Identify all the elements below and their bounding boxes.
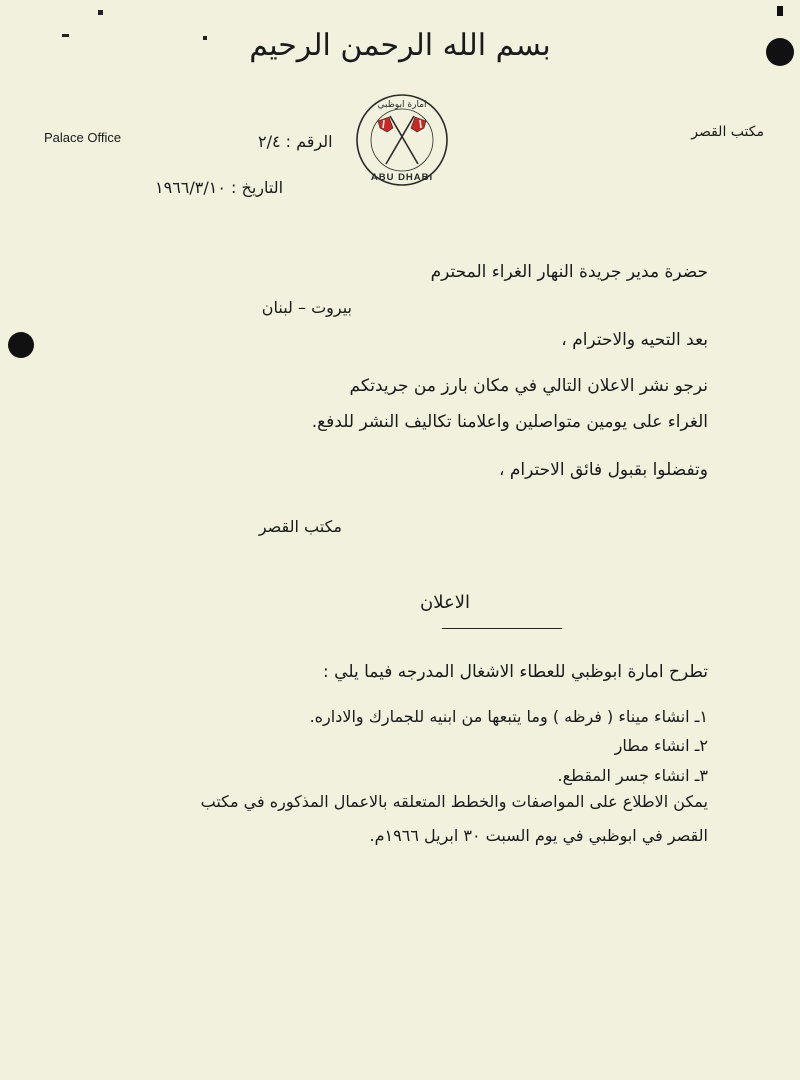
office-name-english: Palace Office	[44, 130, 122, 145]
title-underline	[442, 628, 562, 629]
scan-speck	[777, 6, 783, 16]
abu-dhabi-seal	[354, 92, 450, 188]
scan-speck	[98, 10, 103, 15]
basmala-heading: بسم الله الرحمن الرحيم	[249, 28, 551, 63]
signature-block: مكتب القصر	[258, 517, 342, 536]
recipient-city: بيروت – لبنان	[261, 298, 352, 317]
announcement-title: الاعلان	[420, 592, 470, 613]
tender-item: ٣ـ انشاء جسر المقطع.	[557, 766, 708, 785]
letter-date: التاريخ : ١٩٦٦/٣/١٠	[155, 178, 284, 197]
closing-line: وتفضلوا بقبول فائق الاحترام ،	[498, 460, 708, 480]
scan-speck	[203, 36, 207, 40]
punch-hole-top-right	[766, 38, 794, 66]
tender-intro: تطرح امارة ابوظبي للعطاء الاشغال المدرجه فيما يلي :	[323, 662, 708, 682]
inspection-note-line: يمكن الاطلاع على المواصفات والخطط المتعلقه بالاعمال المذكوره في مكتب	[200, 792, 708, 811]
body-paragraph-line: الغراء على يومين متواصلين واعلامنا تكاليف النشر للدفع.	[311, 412, 708, 432]
tender-item: ١ـ انشاء ميناء ( فرظه ) وما يتبعها من ابنيه للجمارك والاداره.	[309, 707, 708, 726]
recipient-line: حضرة مدير جريدة النهار الغراء المحترم	[430, 262, 708, 282]
punch-hole-left	[8, 332, 34, 358]
greeting-line: بعد التحيه والاحترام ،	[561, 330, 708, 350]
seal-arabic-text: امارة ابوظبي	[377, 100, 427, 110]
seal-english-text: ABU DHABI	[370, 172, 434, 183]
reference-number: الرقم : ٢/٤	[258, 132, 333, 151]
inspection-note-line: القصر في ابوظبي في يوم السبت ٣٠ ابريل ١٩٦٦م.	[369, 826, 708, 845]
office-name-arabic: مكتب القصر	[691, 124, 764, 140]
tender-item: ٢ـ انشاء مطار	[614, 736, 708, 755]
scan-speck	[62, 34, 69, 37]
body-paragraph-line: نرجو نشر الاعلان التالي في مكان بارز من جريدتكم	[349, 376, 708, 396]
